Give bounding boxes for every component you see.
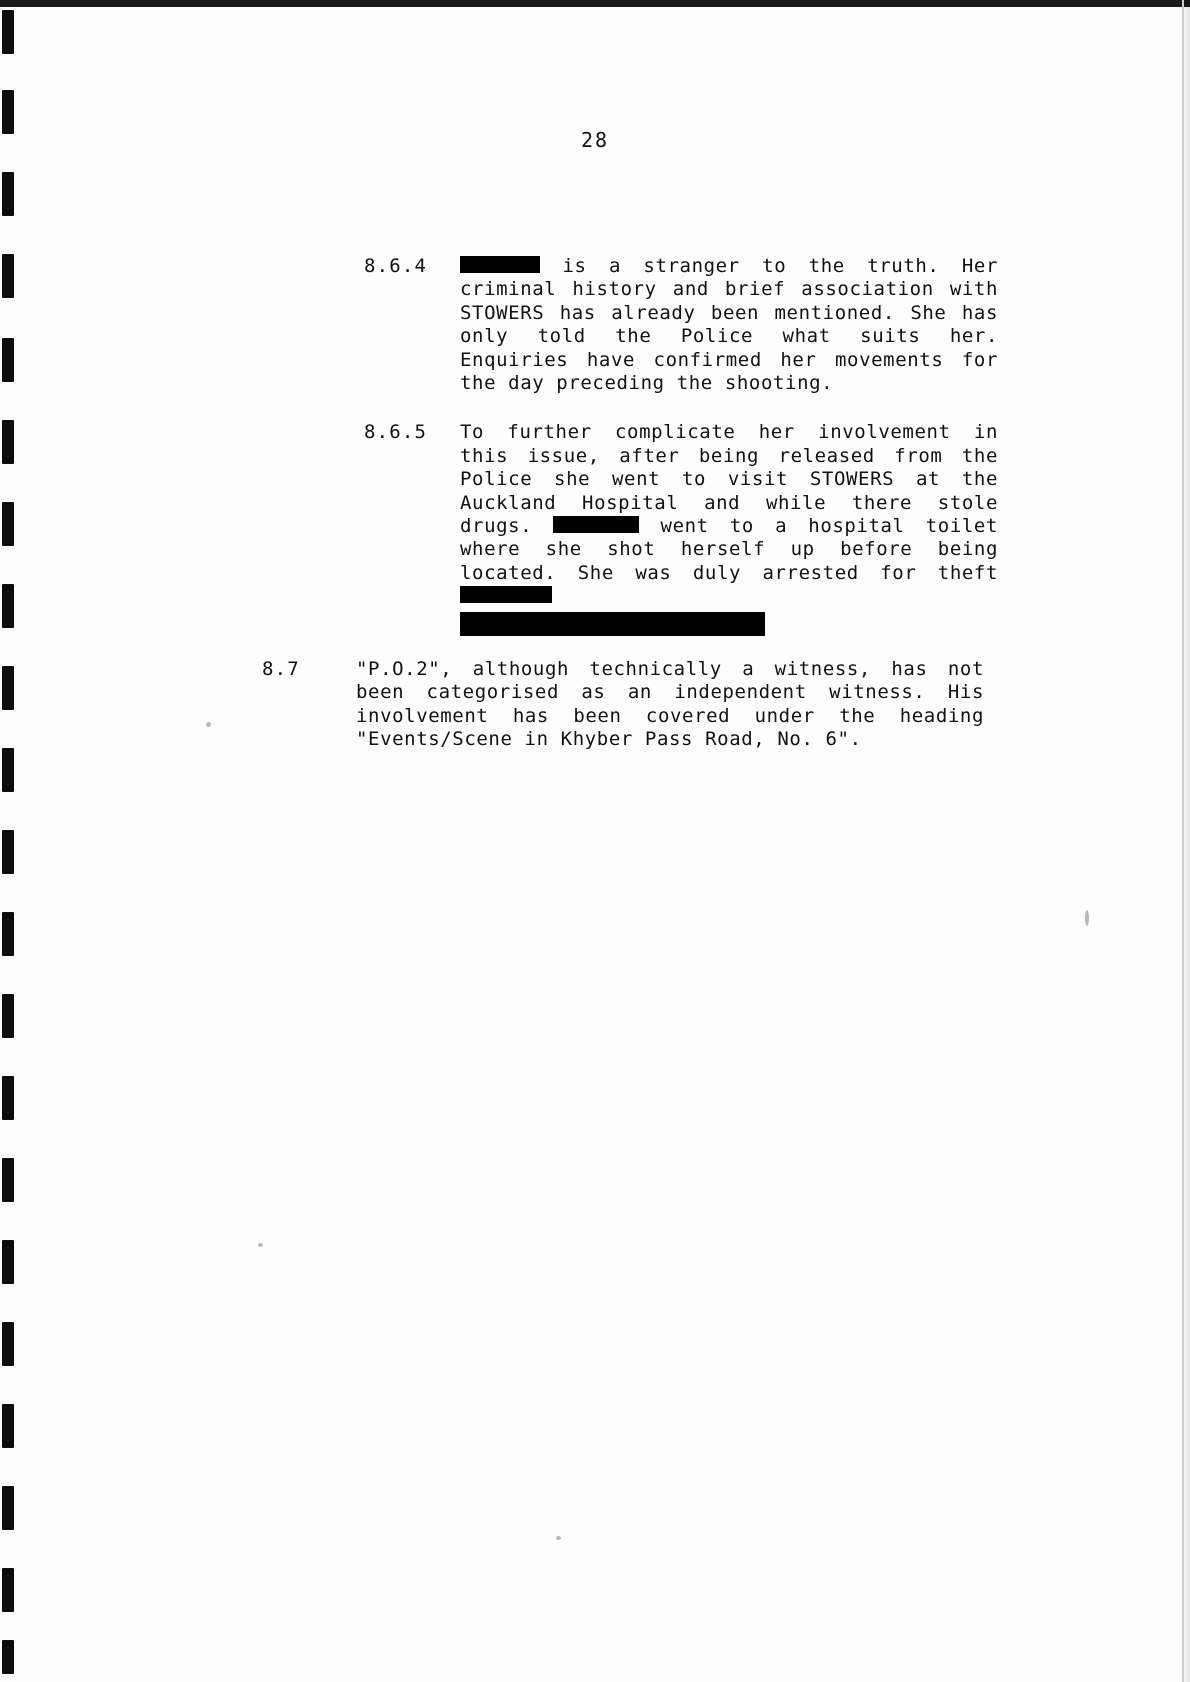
document-body — [262, 255, 998, 777]
paragraph-body-part-1: To further complicate her involvement in this issue, after being released from the Police she went to visit STOWERS at the Auckland Hospital and while there stole drugs. — [460, 421, 998, 538]
scan-edge-right-line — [1182, 0, 1184, 1682]
paragraph-8-7 — [262, 658, 998, 752]
page-number: 28 — [580, 128, 610, 152]
inline-name-redaction — [553, 516, 639, 533]
paragraph-8-6-4 — [268, 255, 998, 395]
paragraph-body-part-2: went to a hospital toilet where she shot herself up before being located. She was duly arrested for theft — [460, 515, 998, 584]
paragraph-text — [460, 421, 998, 635]
paragraph-text: "P.O.2", although technically a witness, has not been categorised as an independent witness. His involvement has been covered under the heading "Events/Scene in Khyber Pass Road, No. 6". — [356, 657, 984, 750]
scan-edge-top — [0, 0, 1190, 7]
scan-speck — [556, 1536, 561, 1540]
paragraph-number: 8.6.4 — [364, 255, 428, 277]
paragraph-number: 8.6.5 — [364, 421, 428, 444]
full-width-redaction-bar — [460, 612, 765, 636]
paragraph-text — [460, 255, 998, 395]
trailing-redaction — [460, 586, 552, 603]
scan-speck — [206, 722, 211, 727]
paragraph-body: is a stranger to the truth. Her criminal history and brief association with STOWERS has already been mentioned. She has only told the Police what suits her. Enquiries have confirmed her movements for the day preceding the shooting. — [460, 255, 998, 395]
paragraph-8-6-5 — [268, 421, 998, 635]
binding-holes — [0, 0, 34, 1682]
leading-name-redaction — [460, 256, 540, 273]
scan-speck — [1085, 910, 1089, 926]
scan-speck — [258, 1243, 263, 1247]
paragraph-number: 8.7 — [262, 657, 300, 680]
